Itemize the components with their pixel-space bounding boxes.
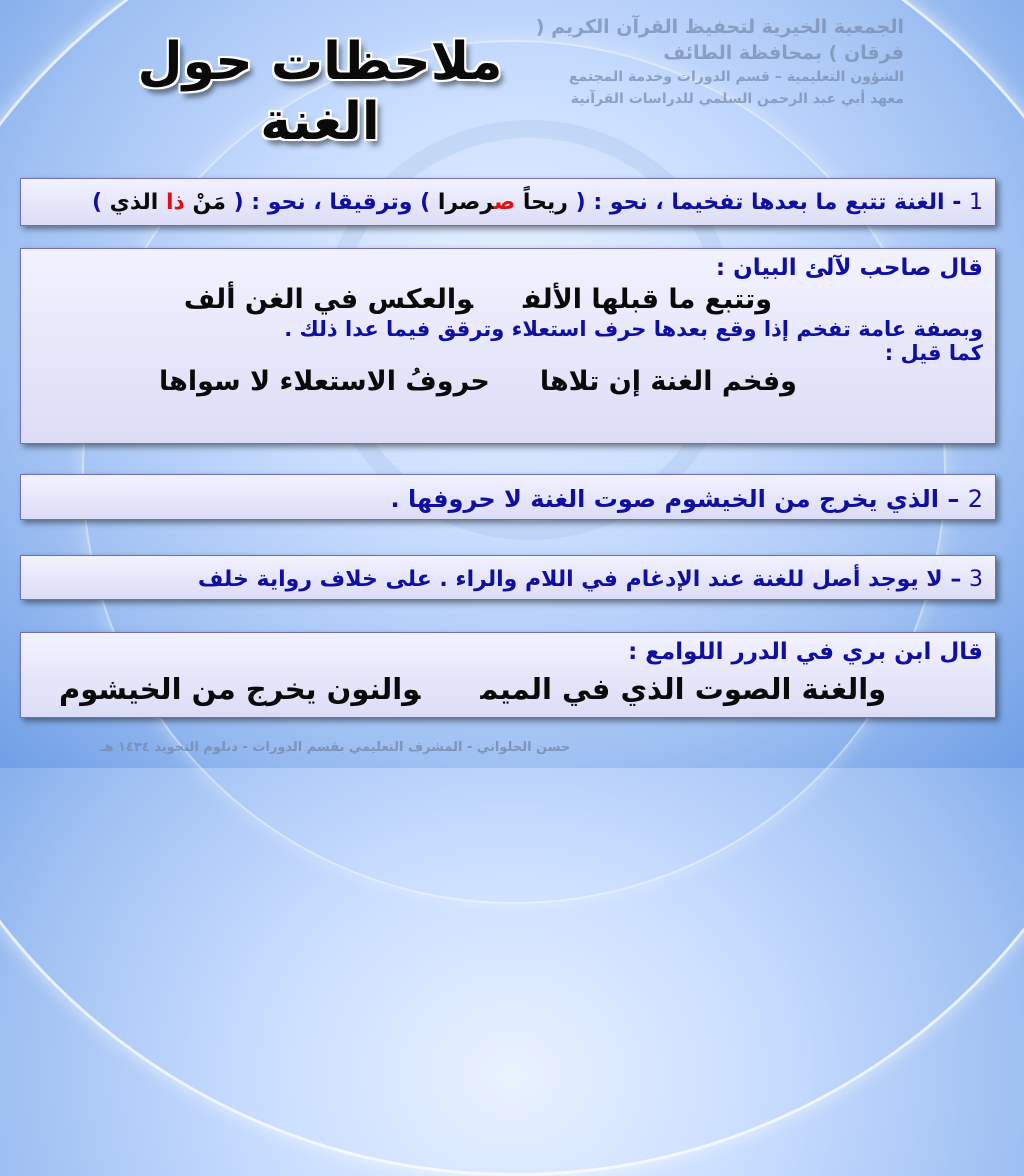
poem-1-hemistich-1: وتتبع ما قبلها الألف	[523, 284, 773, 315]
poem-1-hemistich-4: حروفُ الاستعلاء لا سواها	[159, 366, 490, 397]
poem-1-box	[20, 248, 996, 444]
poem-1-verse-2	[33, 365, 983, 399]
note-1-text-c: )	[91, 190, 110, 215]
note-1-word-2b: ذا	[166, 190, 185, 215]
note-2-text: – الذي يخرج من الخيشوم صوت الغنة لا حروفها .	[390, 485, 968, 513]
note-3-text: – لا يوجد أصل للغنة عند الإدغام في اللام والراء . على خلاف رواية خلف	[197, 567, 969, 592]
note-1-box	[20, 178, 996, 226]
note-1-word-1b: ص	[494, 190, 516, 215]
note-1-text-b: ) وترقيقا ، نحو : (	[225, 190, 438, 215]
note-3-number: 3	[969, 567, 983, 592]
footer-credit: حسن الحلواني - المشرف التعليمي بقسم الدورات - دبلوم التجويد ١٤٣٤ هـ	[100, 740, 571, 755]
note-1-word-2c: الذي	[109, 190, 167, 215]
poem-2-hemistich-2: والنون يخرج من الخيشوم	[59, 672, 421, 706]
slide-title: ملاحظات حول الغنة	[137, 32, 503, 152]
poem-2-hemistich-1: والغنة الصوت الذي في الميم	[480, 672, 887, 706]
header-info	[484, 14, 904, 110]
note-1-word-1c: رصرا	[437, 190, 494, 215]
poem-1-explanation: وبصفة عامة تفخم إذا وقع بعدها حرف استعلاء وترقق فيما عدا ذلك .	[284, 317, 983, 341]
poem-1-intro: قال صاحب لآلئ البيان :	[715, 255, 983, 281]
note-1-number: 1	[969, 190, 983, 215]
note-3-box	[20, 555, 996, 600]
header-line-2: الشؤون التعليمية – قسم الدورات وخدمة المجتمع	[568, 69, 904, 85]
header-line-1: الجمعية الخيرية لتحفيظ القرآن الكريم ( فرقان ) بمحافظة الطائف	[535, 16, 904, 64]
note-1-word-2a: مَنْ	[184, 190, 226, 215]
note-1-text-a: - الغنة تتبع ما بعدها تفخيما ، نحو : (	[567, 190, 969, 215]
note-2-number: 2	[967, 485, 983, 513]
note-1-word-1a: ريحاً	[515, 190, 568, 215]
poem-1-hemistich-3: وفخم الغنة إن تلاها	[539, 366, 797, 397]
poem-1-as-said: كما قيل :	[884, 341, 983, 365]
poem-1-verse	[33, 283, 983, 317]
header-line-3: معهد أبي عبد الرحمن السلمي للدراسات القرآنية	[570, 91, 904, 107]
poem-2-intro: قال ابن بري في الدرر اللوامع :	[628, 639, 983, 665]
poem-2-box	[20, 632, 996, 718]
note-2-box	[20, 474, 996, 520]
poem-1-hemistich-2: والعكس في الغن ألف	[183, 284, 474, 315]
poem-2-verse	[33, 667, 983, 711]
